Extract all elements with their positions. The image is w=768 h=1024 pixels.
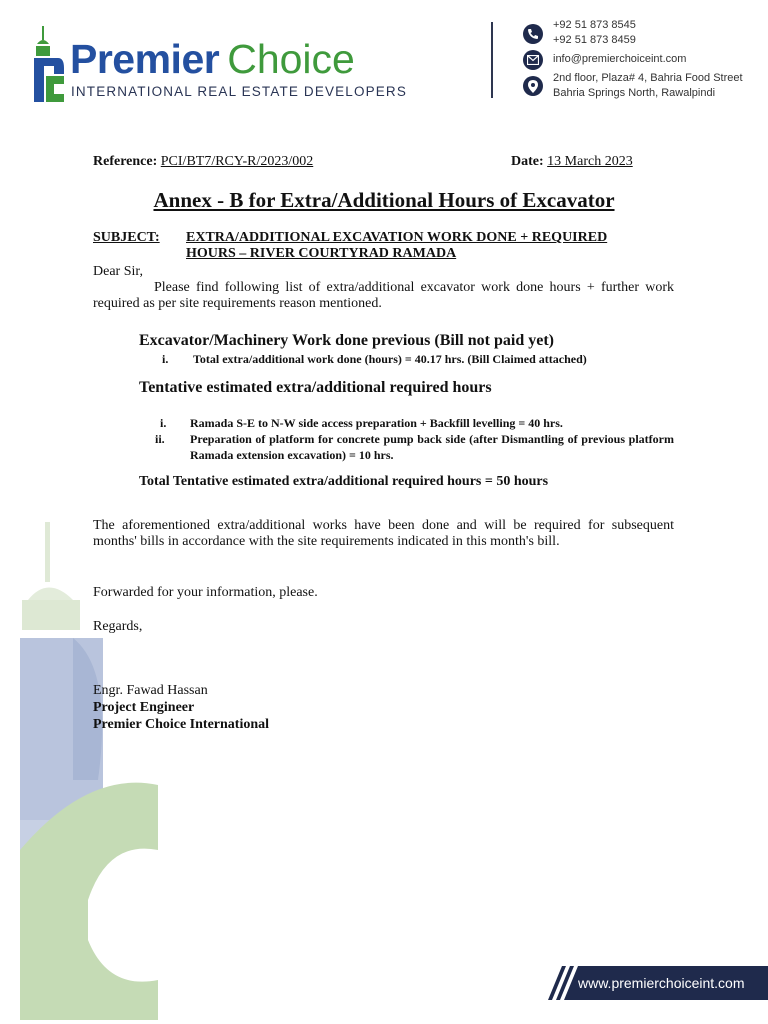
address-line-2: Bahria Springs North, Rawalpindi bbox=[553, 87, 716, 99]
subject-line-2: HOURS – RIVER COURTYRAD RAMADA bbox=[186, 246, 457, 261]
subject-label: SUBJECT: bbox=[93, 230, 160, 245]
phone-icon bbox=[523, 24, 543, 44]
list-item-number: ii. bbox=[155, 432, 165, 446]
signer-name: Engr. Fawad Hassan bbox=[93, 683, 208, 698]
list-item-text: Total extra/additional work done (hours) = 40.17 hrs. (Bill Claimed attached) bbox=[193, 352, 587, 366]
list-item-text: Ramada S-E to N-W side access preparation + Backfill levelling = 40 hrs. bbox=[190, 416, 563, 430]
intro-paragraph: Please find following list of extra/additional excavator work done hours + further work required as per site requirements reason mentioned. bbox=[93, 280, 674, 311]
section-heading-work-done: Excavator/Machinery Work done previous (Bill not paid yet) bbox=[139, 332, 554, 349]
closing: Regards, bbox=[93, 619, 143, 634]
list-item-text: Preparation of platform for concrete pump back side (after Dismantling of previous platform Ramada extension excavation) = 10 hrs. bbox=[190, 432, 674, 462]
address-line-1: 2nd floor, Plaza# 4, Bahria Food Street bbox=[553, 72, 743, 84]
salutation: Dear Sir, bbox=[93, 264, 143, 279]
section-heading-required-hours: Tentative estimated extra/additional required hours bbox=[139, 379, 492, 396]
date-value: 13 March 2023 bbox=[547, 154, 633, 169]
header-divider bbox=[491, 22, 493, 98]
phone-number-2: +92 51 873 8459 bbox=[553, 34, 636, 46]
email-address: info@premierchoiceint.com bbox=[553, 53, 687, 65]
date-label: Date: bbox=[511, 154, 544, 169]
brand-tagline: INTERNATIONAL REAL ESTATE DEVELOPERS bbox=[71, 84, 407, 99]
list-item-number: i. bbox=[160, 416, 167, 430]
subject-line-1: EXTRA/ADDITIONAL EXCAVATION WORK DONE + REQUIRED bbox=[186, 230, 608, 245]
reference-line bbox=[93, 154, 313, 170]
date-line bbox=[511, 154, 633, 170]
location-pin-icon bbox=[523, 76, 543, 96]
list-item-number: i. bbox=[162, 352, 169, 366]
forward-note: Forwarded for your information, please. bbox=[93, 585, 318, 600]
signer-title: Project Engineer bbox=[93, 700, 195, 715]
body-paragraph: The aforementioned extra/additional works have been done and will be required for subsequent months' bills in accordance with the site requirements indicated in this month's bill. bbox=[93, 518, 674, 549]
logo-icon bbox=[28, 24, 68, 104]
brand-name-part2: Choice bbox=[227, 36, 355, 82]
brand-name bbox=[70, 36, 355, 83]
phone-number-1: +92 51 873 8545 bbox=[553, 19, 636, 31]
total-required-hours: Total Tentative estimated extra/additional required hours = 50 hours bbox=[139, 474, 549, 489]
reference-value: PCI/BT7/RCY-R/2023/002 bbox=[160, 154, 314, 169]
brand-name-part1: Premier bbox=[70, 36, 220, 82]
email-icon bbox=[523, 50, 543, 70]
signer-company: Premier Choice International bbox=[93, 717, 270, 732]
footer-website: www.premierchoiceint.com bbox=[578, 975, 745, 991]
document-title: Annex - B for Extra/Additional Hours of Excavator bbox=[153, 188, 615, 212]
reference-label: Reference: bbox=[93, 154, 158, 169]
